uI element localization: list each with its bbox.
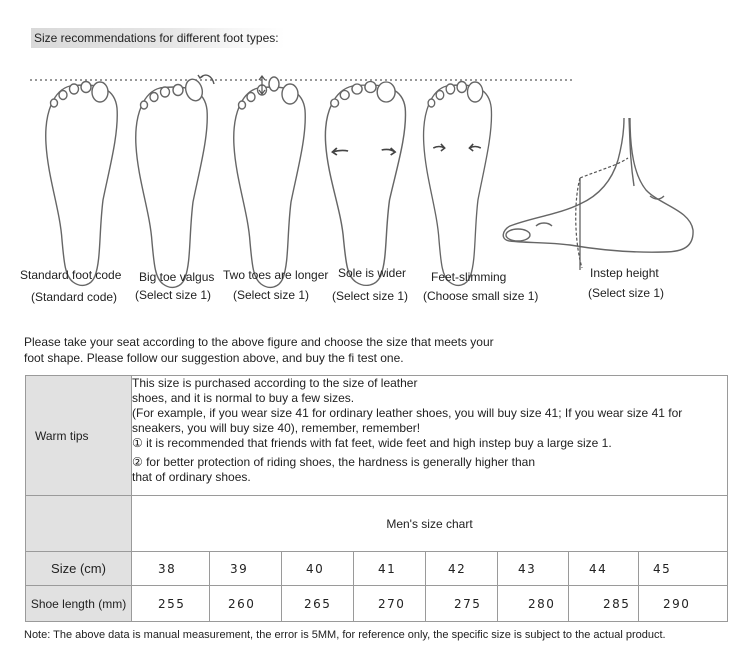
- warm-tip-line: (For example, if you wear size 41 for ordinary leather shoes, you will buy size 41; If you wear size 41 for: [132, 406, 683, 420]
- size-cell: 43: [498, 552, 569, 586]
- length-cell: 270: [354, 586, 426, 622]
- size-cell: 42: [426, 552, 498, 586]
- size-row-label: Size (cm): [26, 552, 132, 586]
- length-cell: 255: [132, 586, 210, 622]
- warm-tip-line: shoes, and it is normal to buy a few sizes.: [132, 391, 355, 405]
- foot-type-label-standard: Standard foot code: [20, 268, 122, 282]
- size-cell: 38: [132, 552, 210, 586]
- length-cell: 290: [639, 586, 728, 622]
- warm-tip-line: ② for better protection of riding shoes, the hardness is generally higher than: [132, 455, 535, 469]
- section-title-text: Size recommendations for different foot types:: [34, 31, 279, 45]
- length-cell: 280: [498, 586, 569, 622]
- foot-type-advice-standard: (Standard code): [31, 290, 118, 304]
- intro-paragraph: [24, 334, 524, 366]
- size-chart-table: [25, 375, 728, 622]
- shoe-length-row-label: Shoe length (mm): [26, 586, 132, 622]
- foot-type-advice-feet-slimming: (Choose small size 1): [423, 289, 539, 303]
- foot-big-toe-valgus-figure: [136, 75, 214, 287]
- measurement-note: Note: The above data is manual measurement, the error is 5MM, for reference only, the specific size is subject to the actual product.: [24, 629, 666, 641]
- foot-type-advice-big-toe-valgus: (Select size 1): [135, 288, 212, 302]
- warm-tips-row: [26, 376, 728, 496]
- length-cell: 285: [569, 586, 639, 622]
- foot-slimming-figure: [424, 82, 492, 286]
- size-cell: 41: [354, 552, 426, 586]
- foot-instep-height-figure: [503, 118, 693, 270]
- warm-tips-label: Warm tips: [26, 376, 132, 496]
- shoe-length-row: [26, 586, 728, 622]
- foot-standard-figure: [46, 82, 118, 286]
- section-title: [31, 28, 285, 48]
- length-cell: 260: [210, 586, 282, 622]
- foot-sole-wider-figure: [325, 82, 405, 286]
- foot-type-label-big-toe-valgus: Big toe valgus: [139, 270, 215, 284]
- warm-tip-line: This size is purchased according to the size of leather: [132, 376, 418, 390]
- intro-line-2: foot shape. Please follow our suggestion above, and buy the fi test one.: [24, 351, 404, 365]
- chart-title-row: [26, 496, 728, 552]
- foot-type-label-sole-wider: Sole is wider: [338, 266, 407, 280]
- foot-type-advice-instep-height: (Select size 1): [588, 286, 665, 300]
- foot-type-label-two-toes-longer: Two toes are longer: [223, 268, 329, 282]
- size-row: [26, 552, 728, 586]
- size-cell: 45: [639, 552, 728, 586]
- length-cell: 275: [426, 586, 498, 622]
- chart-title: Men's size chart: [132, 496, 728, 552]
- size-cell: 39: [210, 552, 282, 586]
- foot-two-toes-longer-figure: [234, 76, 306, 287]
- size-cell: 40: [282, 552, 354, 586]
- intro-line-1: Please take your seat according to the above figure and choose the size that meets your: [24, 335, 494, 349]
- chart-title-spacer: [26, 496, 132, 552]
- warm-tip-line: ① it is recommended that friends with fat feet, wide feet and high instep buy a large size 1.: [132, 436, 612, 450]
- foot-type-advice-two-toes-longer: (Select size 1): [233, 288, 310, 302]
- warm-tip-line: that of ordinary shoes.: [132, 470, 251, 484]
- warm-tip-line: sneakers, you will buy size 40), remember, remember!: [132, 421, 421, 435]
- size-cell: 44: [569, 552, 639, 586]
- length-cell: 265: [282, 586, 354, 622]
- foot-type-advice-sole-wider: (Select size 1): [332, 289, 409, 303]
- warm-tips-content: [132, 376, 728, 496]
- foot-type-label-instep-height: Instep height: [590, 266, 659, 280]
- foot-type-label-feet-slimming: Feet-slimming: [431, 270, 507, 284]
